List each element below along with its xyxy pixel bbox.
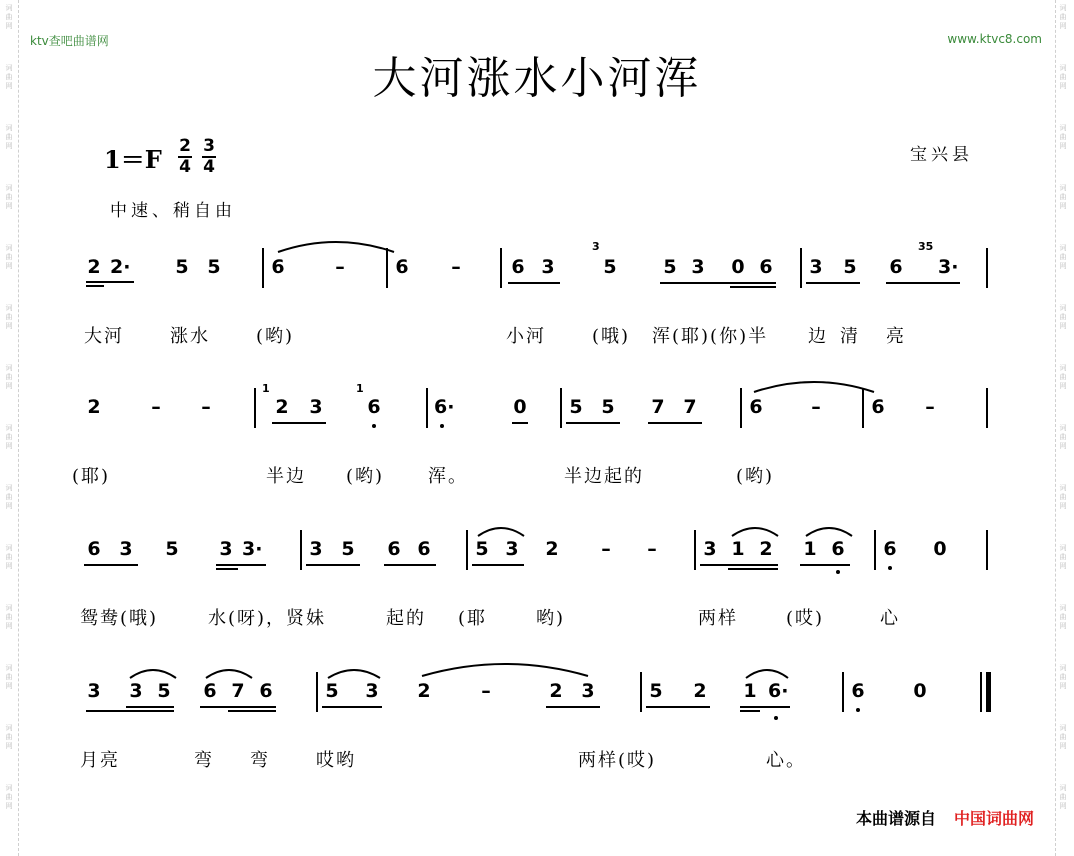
watermark-text: 词 曲 网 xyxy=(1059,664,1067,690)
lyric: (哎) xyxy=(786,608,825,629)
note: 5 xyxy=(603,256,617,278)
barline xyxy=(300,530,302,570)
note: 3 xyxy=(365,680,379,702)
note: – xyxy=(335,256,345,278)
note: 5 xyxy=(649,680,663,702)
meter-b-bottom: 4 xyxy=(203,157,215,177)
lyric: 大河 xyxy=(84,326,124,347)
underline xyxy=(86,281,134,283)
slur xyxy=(752,376,876,396)
underline xyxy=(700,564,778,566)
watermark-text: 词 曲 网 xyxy=(5,724,13,750)
note: 6 xyxy=(851,680,865,702)
watermark-text: 词 曲 网 xyxy=(1059,784,1067,810)
slur xyxy=(276,236,396,256)
note: 2 xyxy=(545,538,559,560)
watermark-text: 词 曲 网 xyxy=(5,184,13,210)
watermark-text: 词 曲 网 xyxy=(1059,724,1067,750)
slur xyxy=(420,658,590,678)
note: 6 xyxy=(387,538,401,560)
slur xyxy=(744,666,790,680)
site-right-label: www.ktvc8.com xyxy=(947,32,1042,46)
site-left-label: ktv查吧曲谱网 xyxy=(30,34,109,48)
note: 5 xyxy=(325,680,339,702)
barline xyxy=(640,672,642,712)
octave-dot xyxy=(440,424,444,428)
note: 3 xyxy=(691,256,705,278)
lyric: 哟) xyxy=(536,608,566,629)
note: 6 xyxy=(259,680,273,702)
watermark-text: 词 曲 网 xyxy=(5,664,13,690)
meter-b xyxy=(200,138,218,176)
underline xyxy=(272,422,326,424)
note: 5 xyxy=(175,256,189,278)
note: 6 xyxy=(395,256,409,278)
underline xyxy=(648,422,702,424)
grace-note: 35 xyxy=(918,240,934,253)
slur xyxy=(128,666,178,680)
grace-note: 3 xyxy=(592,240,600,253)
barline xyxy=(740,388,742,428)
note: 5 xyxy=(341,538,355,560)
note: 1 xyxy=(731,538,745,560)
lyric: 涨水 xyxy=(170,326,210,347)
note: 5 xyxy=(601,396,615,418)
meter-a-top: 2 xyxy=(179,136,191,156)
barline xyxy=(316,672,318,712)
slur xyxy=(326,666,382,680)
note: 5 xyxy=(843,256,857,278)
underline xyxy=(126,706,174,708)
song-title: 大河涨水小河浑 xyxy=(372,53,702,104)
note: 7 xyxy=(651,396,665,418)
note: 6 xyxy=(749,396,763,418)
slur xyxy=(730,524,780,538)
underline xyxy=(886,282,960,284)
underline xyxy=(200,706,276,708)
note: – xyxy=(925,396,935,418)
lyric: 半边 xyxy=(266,466,306,487)
watermark-text: 词 曲 网 xyxy=(1059,484,1067,510)
note: – xyxy=(201,396,211,418)
note: 6 xyxy=(871,396,885,418)
note: – xyxy=(451,256,461,278)
meter-a-bottom: 4 xyxy=(179,157,191,177)
note: 3 xyxy=(505,538,519,560)
note: 6 xyxy=(203,680,217,702)
underline xyxy=(646,706,710,708)
barline xyxy=(500,248,502,288)
underline xyxy=(512,422,528,424)
underline xyxy=(384,564,436,566)
barline xyxy=(986,248,988,288)
barline xyxy=(254,388,256,428)
watermark-text: 词 曲 网 xyxy=(5,604,13,630)
barline xyxy=(842,672,844,712)
note: 3 xyxy=(581,680,595,702)
lyric: (哟) xyxy=(346,466,385,487)
watermark-text: 词 曲 网 xyxy=(5,784,13,810)
barline xyxy=(466,530,468,570)
lyric: 心 xyxy=(880,608,900,629)
lyric: (耶 xyxy=(458,608,488,629)
barline xyxy=(426,388,428,428)
watermark-text: 词 曲 网 xyxy=(5,124,13,150)
watermark-text: 词 曲 网 xyxy=(1059,544,1067,570)
slur xyxy=(804,524,854,538)
note: 3 xyxy=(219,538,233,560)
note: 3 xyxy=(703,538,717,560)
note: 5 xyxy=(475,538,489,560)
note: 0 xyxy=(513,396,527,418)
grace-note: 1 xyxy=(262,382,270,395)
underline xyxy=(740,706,790,708)
note: 2 xyxy=(759,538,773,560)
slur xyxy=(476,524,526,538)
lyric: 浑(耶)(你)半 xyxy=(652,326,769,347)
note: 5 xyxy=(663,256,677,278)
watermark-text: 词 曲 网 xyxy=(1059,364,1067,390)
lyric: 亮 xyxy=(886,326,906,347)
note: 3 xyxy=(87,680,101,702)
note: 6· xyxy=(768,680,789,702)
lyric: 哎哟 xyxy=(316,750,356,771)
note: 5 xyxy=(207,256,221,278)
watermark-text: 词 曲 网 xyxy=(5,364,13,390)
underline xyxy=(546,706,600,708)
note: 6 xyxy=(883,538,897,560)
final-barline-thick xyxy=(986,672,991,712)
note: – xyxy=(481,680,491,702)
barline xyxy=(986,388,988,428)
note: 6 xyxy=(417,538,431,560)
lyric: (哦) xyxy=(592,326,631,347)
lyric: 心。 xyxy=(766,750,806,771)
note: 3 xyxy=(119,538,133,560)
note: 2 xyxy=(417,680,431,702)
underline xyxy=(806,282,860,284)
meter-b-top: 3 xyxy=(203,136,215,156)
underline xyxy=(216,568,238,570)
note: 0 xyxy=(913,680,927,702)
note: 1 xyxy=(743,680,757,702)
tempo-marking: 中速、稍自由 xyxy=(110,201,236,221)
watermark-text: 词 曲 网 xyxy=(5,304,13,330)
note: 6 xyxy=(511,256,525,278)
note: 6 xyxy=(831,538,845,560)
key-signature: 1＝F xyxy=(104,145,162,174)
note: 3· xyxy=(938,256,959,278)
octave-dot xyxy=(888,566,892,570)
note: 1 xyxy=(803,538,817,560)
note: 0 xyxy=(933,538,947,560)
underline xyxy=(86,710,174,712)
lyric: 弯 xyxy=(250,750,270,771)
barline xyxy=(694,530,696,570)
watermark-text: 词 曲 网 xyxy=(5,424,13,450)
note: 5 xyxy=(165,538,179,560)
lyric: (耶) xyxy=(72,466,111,487)
note: 6 xyxy=(759,256,773,278)
note: 3 xyxy=(309,538,323,560)
lyric: (哟) xyxy=(256,326,295,347)
watermark-text: 词 曲 网 xyxy=(5,484,13,510)
lyric: 半边起的 xyxy=(564,466,644,487)
note: 2· xyxy=(110,256,131,278)
lyric: 弯 xyxy=(194,750,214,771)
note: 2 xyxy=(549,680,563,702)
lyric: (哟) xyxy=(736,466,775,487)
watermark-text: 词 曲 网 xyxy=(5,4,13,30)
note: 6 xyxy=(87,538,101,560)
underline xyxy=(728,568,778,570)
watermark-text: 词 曲 网 xyxy=(1059,424,1067,450)
meter-a xyxy=(176,138,194,176)
underline xyxy=(306,564,360,566)
note: 2 xyxy=(87,256,101,278)
watermark-text: 词 曲 网 xyxy=(5,544,13,570)
lyric: 浑。 xyxy=(428,466,468,487)
lyric: 起的 xyxy=(386,608,426,629)
note: 5 xyxy=(157,680,171,702)
note: 3 xyxy=(309,396,323,418)
lyric: 月亮 xyxy=(80,750,120,771)
watermark-text: 词 曲 网 xyxy=(1059,604,1067,630)
note: 3 xyxy=(129,680,143,702)
note: 3 xyxy=(541,256,555,278)
barline xyxy=(800,248,802,288)
underline xyxy=(322,706,382,708)
underline xyxy=(86,285,104,287)
lyric: 小河 xyxy=(506,326,546,347)
underline xyxy=(660,282,776,284)
region-label: 宝兴县 xyxy=(910,145,973,165)
underline xyxy=(228,710,276,712)
watermark-text: 词 曲 网 xyxy=(1059,244,1067,270)
note: 2 xyxy=(87,396,101,418)
grace-note: 1 xyxy=(356,382,364,395)
note: – xyxy=(811,396,821,418)
note: 3· xyxy=(242,538,263,560)
lyric: 两样 xyxy=(698,608,738,629)
underline xyxy=(730,286,776,288)
underline xyxy=(740,710,760,712)
watermark-text: 词 曲 网 xyxy=(1059,124,1067,150)
watermark-text: 词 曲 网 xyxy=(1059,64,1067,90)
watermark-text: 词 曲 网 xyxy=(1059,4,1067,30)
underline xyxy=(508,282,560,284)
lyric: 清 xyxy=(840,326,860,347)
final-barline-thin xyxy=(980,672,982,712)
octave-dot xyxy=(372,424,376,428)
underline xyxy=(800,564,850,566)
octave-dot xyxy=(836,570,840,574)
barline xyxy=(560,388,562,428)
note: 2 xyxy=(693,680,707,702)
lyric: 水(呀)，贤妹 xyxy=(208,608,327,629)
note: 0 xyxy=(731,256,745,278)
octave-dot xyxy=(856,708,860,712)
barline xyxy=(986,530,988,570)
note: 6 xyxy=(271,256,285,278)
note: 7 xyxy=(683,396,697,418)
lyric: 两样(哎) xyxy=(578,750,657,771)
note: – xyxy=(647,538,657,560)
note: 2 xyxy=(275,396,289,418)
note: 7 xyxy=(231,680,245,702)
source-footer xyxy=(856,806,1034,829)
note: 6 xyxy=(889,256,903,278)
note: 6· xyxy=(434,396,455,418)
lyric: 鸳鸯(哦) xyxy=(80,608,159,629)
underline xyxy=(216,564,266,566)
watermark-text: 词 曲 网 xyxy=(5,64,13,90)
note: – xyxy=(151,396,161,418)
watermark-text: 词 曲 网 xyxy=(1059,184,1067,210)
barline xyxy=(874,530,876,570)
source-label: 本曲谱源自 xyxy=(855,809,936,828)
note: 3 xyxy=(809,256,823,278)
barline xyxy=(262,248,264,288)
note: – xyxy=(601,538,611,560)
watermark-text: 词 曲 网 xyxy=(1059,304,1067,330)
note: 5 xyxy=(569,396,583,418)
source-site-link[interactable]: 中国词曲网 xyxy=(953,809,1034,828)
note: 6 xyxy=(367,396,381,418)
octave-dot xyxy=(774,716,778,720)
slur xyxy=(204,666,254,680)
watermark-text: 词 曲 网 xyxy=(5,244,13,270)
underline xyxy=(472,564,524,566)
underline xyxy=(84,564,138,566)
lyric: 边 xyxy=(808,326,828,347)
underline xyxy=(566,422,620,424)
